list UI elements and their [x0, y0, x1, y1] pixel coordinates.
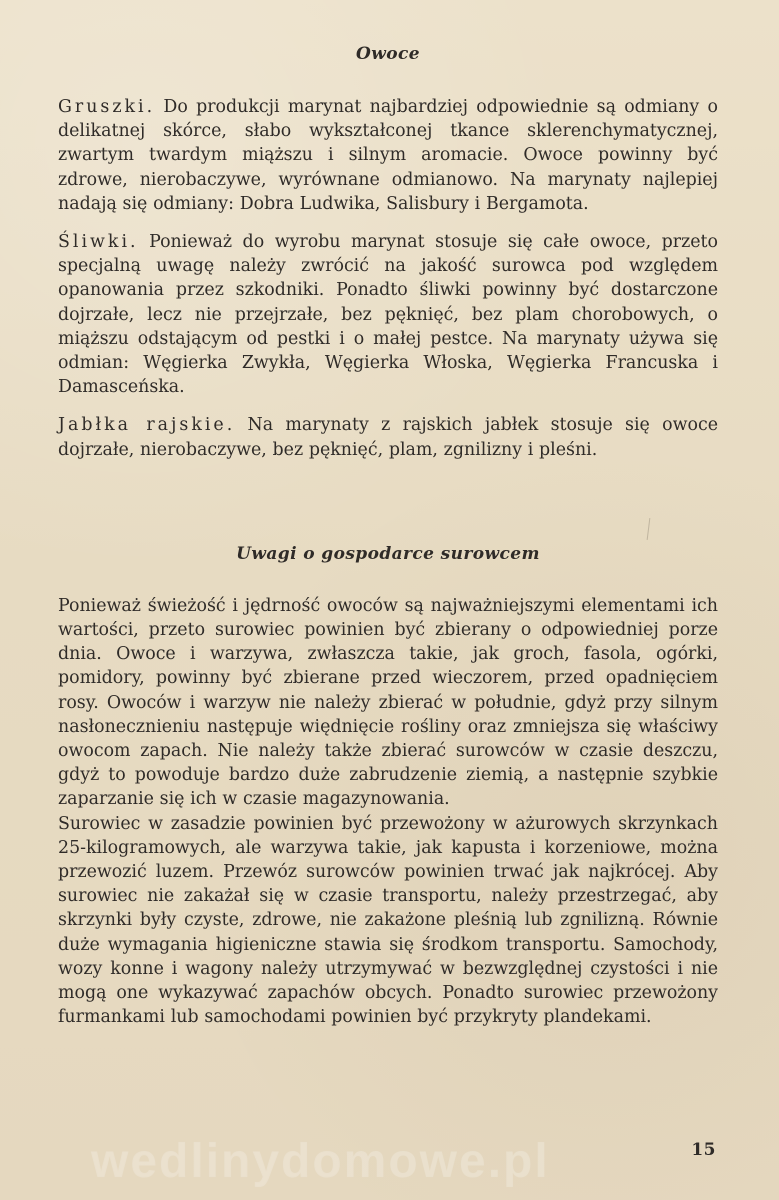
tomatoes-text: Na marynaty z rajskich jabłek stosuje się owoce dojrzałe, nierobaczywe, bez pęknięć, plam, zgnilizny i pleśni. — [58, 415, 718, 460]
page-content — [58, 44, 718, 1124]
paragraph-plums — [58, 230, 718, 399]
section-heading-raw-material: Uwagi o gospodarce surowcem — [236, 543, 540, 564]
section-heading-fruit: Owoce — [356, 44, 420, 64]
pears-label: Gruszki. — [58, 97, 156, 117]
plums-label: Śliwki. — [58, 232, 139, 253]
watermark-text: wedlinydomowe.pl — [91, 1135, 550, 1188]
paragraph-raw-material-2: Surowiec w zasadzie powinien być przewożony w ażurowych skrzynkach 25-kilogramowych, ale warzywa takie, jak kapusta i korzeniowe, można przewozić luzem. Przewóz surowców powinien trwać jak najkrócej. Aby surowiec nie zakażał się w czasie transportu, należy przestrzegać, aby skrzynki były czyste, zdrowe, nie zakażone pleśnią lub zgnilizną. Równie duże wymagania higieniczne stawia się środkom transportu. Samochody, wozy konne i wagony należy utrzymywać w bezwzględnej czystości i nie mogą one wykazywać zapachów obcych. Ponadto surowiec przewożony furmankami lub samochodami powinien być przykryty plandekami. — [58, 813, 718, 1028]
page-number: 15 — [691, 1140, 716, 1160]
paragraph-tomatoes — [58, 413, 718, 461]
raw-material-section — [58, 594, 718, 1030]
tomatoes-label: Jabłka rajskie. — [58, 415, 236, 436]
plums-text: Ponieważ do wyrobu marynat stosuje się całe owoce, przeto specjalną uwagę należy zwrócić na jakość surowca pod względem opanowania przez szkodniki. Ponadto śliwki powinny być dostarczone dojrzałe, lecz nie przejrzałe, bez pęknięć, bez plam chorobowych, o miąższu odstającym od pestki i o małej pestce. Na marynaty używa się odmian: Węgierka Zwykła, Węgierka Włoska, Węgierka Francuska i Damasceńska. — [58, 232, 718, 398]
pears-text: Do produkcji marynat najbardziej odpowiednie są odmiany o delikatnej skórce, słabo wykształconej tkance sklerenchymatycznej, zwartym twardym miąższu i silnym aromacie. Owoce powinny być zdrowe, nierobaczywe, wyrównane odmianowo. Na marynaty najlepiej nadają się odmiany: Dobra Ludwika, Salisbury i Bergamota. — [58, 97, 718, 214]
paragraph-raw-material-1: Ponieważ świeżość i jędrność owoców są najważniejszymi elementami ich wartości, przeto surowiec powinien być zbierany o odpowiedniej porze dnia. Owoce i warzywa, zwłaszcza takie, jak groch, fasola, ogórki, pomidory, powinny być zbierane przed wieczorem, przed opadnięciem rosy. Owoców i warzyw nie należy zbierać w południe, gdyż przy silnym nasłonecznieniu następuje więdnięcie rośliny oraz zmniejsza się właściwy owocom zapach. Nie należy także zbierać surowców w czasie deszczu, gdyż to powoduje bardzo duże zabrudzenie ziemią, a następnie szybkie zaparzanie się ich w czasie magazynowania. — [58, 595, 718, 810]
paragraph-pears — [58, 95, 718, 216]
